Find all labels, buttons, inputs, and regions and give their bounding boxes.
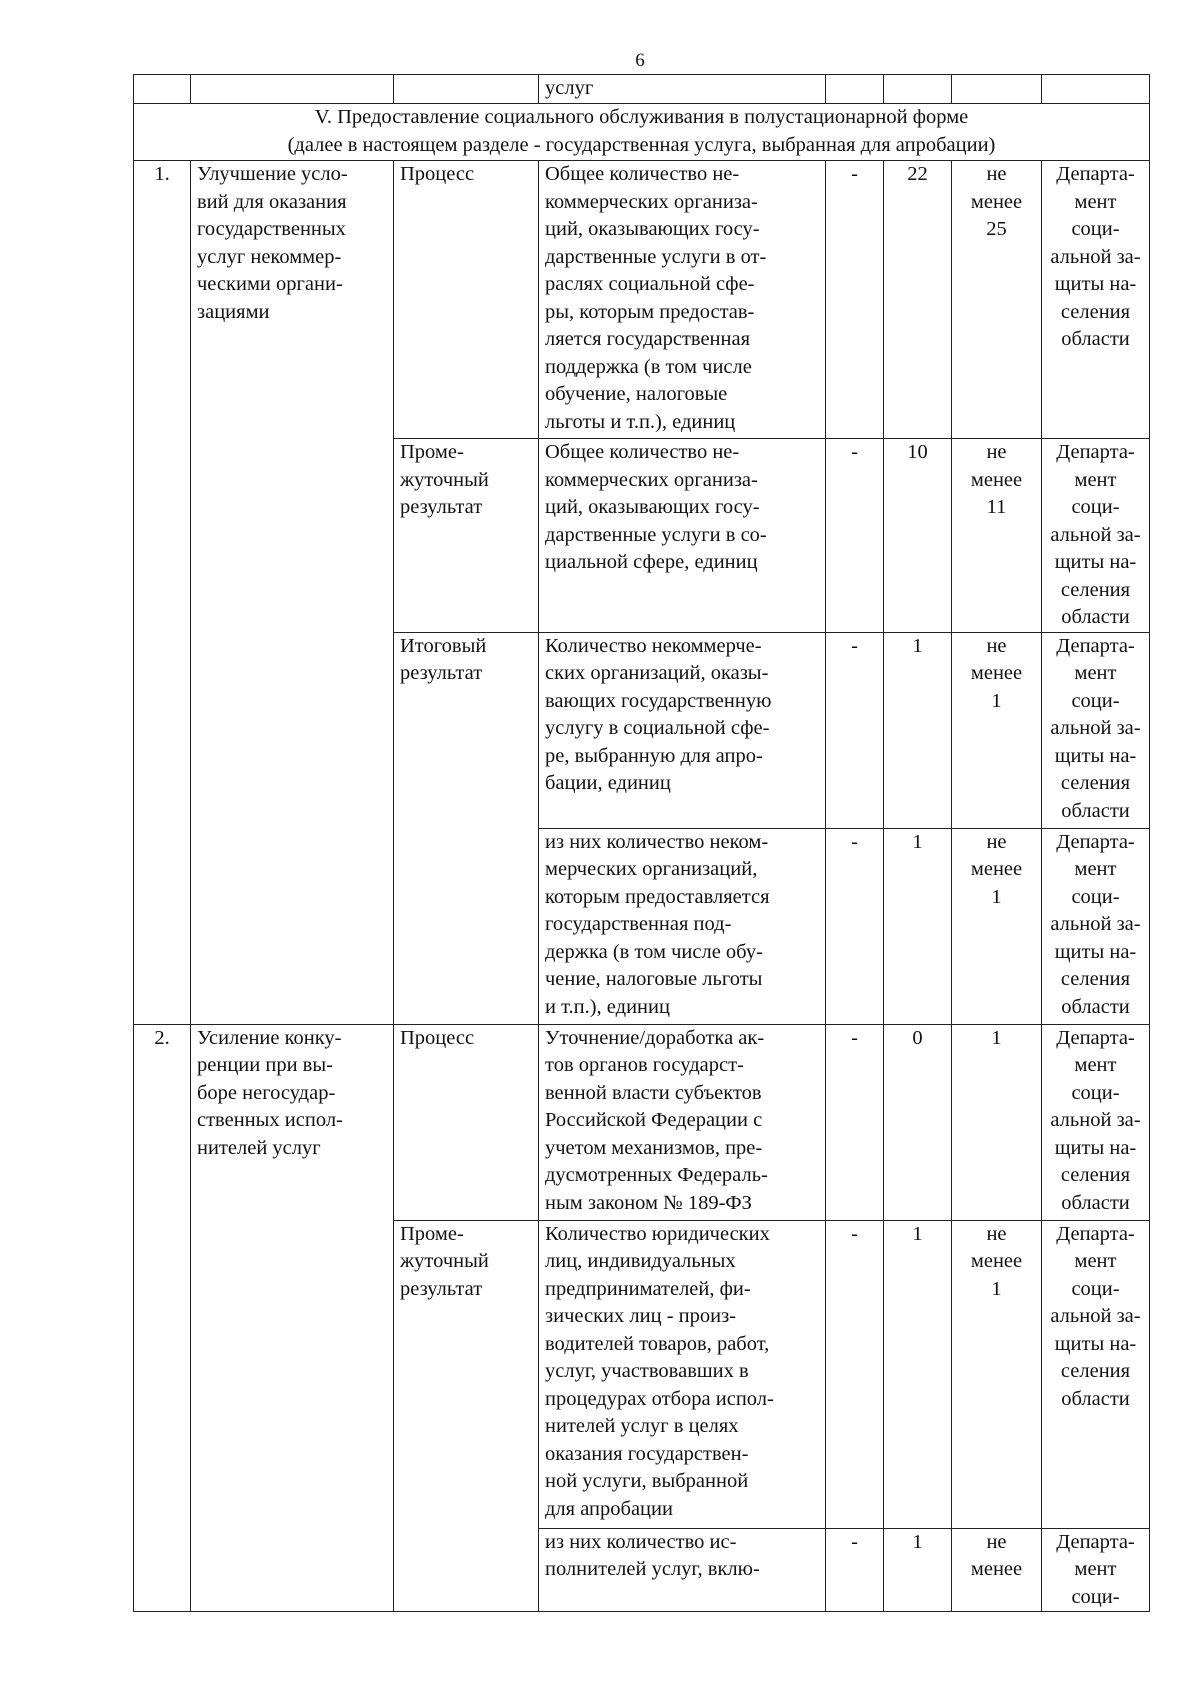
indicator-cell: из них количество ис- полнителей услуг, вклю- [539,1528,826,1612]
base-value-cell: - [826,161,884,439]
current-value-cell: 1 [884,632,952,828]
type-cell: Процесс [394,1024,539,1220]
measure-cell: Улучшение усло- вий для оказания государственных услуг некоммер- ческими органи- зациями [191,161,394,1025]
cell-empty [394,75,539,104]
indicator-cell: Общее количество не- коммерческих организа- ций, оказывающих госу- дарственные услуги в от- раслях социальной сфе- ры, которым предостав- ляется государственная поддержка (в том числе обучение, налоговые льготы и т.п.), единиц [539,161,826,439]
indicator-cell: Общее количество не- коммерческих организа- ций, оказывающих госу- дарственные услуги в со- циальной сфере, единиц [539,439,826,633]
indicator-cell: Количество некоммерче- ских организаций, оказы- вающих государственную услугу в социальной сфе- ре, выбранную для апро- бации, единиц [539,632,826,828]
type-cell: Итоговый результат [394,632,539,1024]
table-row-continuation [134,75,1150,104]
base-value-cell: - [826,1024,884,1220]
row-number: 1. [134,161,191,1025]
target-value-cell: не менее 11 [952,439,1042,633]
target-value-cell: не менее 25 [952,161,1042,439]
target-value-cell: не менее 1 [952,1220,1042,1528]
target-value-cell: 1 [952,1024,1042,1220]
base-value-cell: - [826,632,884,828]
target-value-cell: не менее 1 [952,632,1042,828]
type-cell: Проме- жуточный результат [394,1220,539,1612]
responsible-cell: Департа- мент соци- [1042,1528,1150,1612]
type-cell: Процесс [394,161,539,439]
current-value-cell: 22 [884,161,952,439]
current-value-cell: 10 [884,439,952,633]
base-value-cell: - [826,1220,884,1528]
row-number: 2. [134,1024,191,1612]
section-title-line2: (далее в настоящем разделе - государственная услуга, выбранная для апробации) [287,133,996,156]
measures-table [133,74,1150,1612]
cell-empty [134,75,191,104]
cell-empty [1042,75,1150,104]
current-value-cell: 1 [884,828,952,1024]
base-value-cell: - [826,1528,884,1612]
responsible-cell: Департа- мент соци- альной за- щиты на- селения области [1042,828,1150,1024]
type-cell: Проме- жуточный результат [394,439,539,633]
current-value-cell: 0 [884,1024,952,1220]
page-number: 6 [635,50,645,71]
indicator-cell: Количество юридических лиц, индивидуальных предпринимателей, фи- зических лиц - произ- водителей товаров, работ, услуг, участвовавших в процедурах отбора испол- нителей услуг в целях оказания государствен- ной услуги, выбранной для апробации [539,1220,826,1528]
responsible-cell: Департа- мент соци- альной за- щиты на- селения области [1042,161,1150,439]
section-title-line1: V. Предоставление социального обслуживания в полустационарной форме [314,106,969,128]
cell-empty [191,75,394,104]
cell-empty [952,75,1042,104]
current-value-cell: 1 [884,1528,952,1612]
cell-empty [826,75,884,104]
section-heading-row [134,104,1150,161]
base-value-cell: - [826,439,884,633]
table-row [134,1024,1150,1220]
measure-cell: Усиление конку- ренции при вы- боре негосудар- ственных испол- нителей услуг [191,1024,394,1612]
responsible-cell: Департа- мент соци- альной за- щиты на- селения области [1042,632,1150,828]
target-value-cell: не менее 1 [952,828,1042,1024]
section-heading [134,104,1150,161]
table-row [134,161,1150,439]
cell-empty [884,75,952,104]
responsible-cell: Департа- мент соци- альной за- щиты на- селения области [1042,1024,1150,1220]
responsible-cell: Департа- мент соци- альной за- щиты на- селения области [1042,1220,1150,1528]
base-value-cell: - [826,828,884,1024]
indicator-cell: услуг [539,75,826,104]
indicator-cell: Уточнение/доработка ак- тов органов государст- венной власти субъектов Российской Федерации с учетом механизмов, пре- дусмотренных Федераль- ным законом № 189-ФЗ [539,1024,826,1220]
indicator-cell: из них количество неком- мерческих организаций, которым предоставляется государственная под- держка (в том числе обу- чение, налоговые льготы и т.п.), единиц [539,828,826,1024]
current-value-cell: 1 [884,1220,952,1528]
target-value-cell: не менее [952,1528,1042,1612]
responsible-cell: Департа- мент соци- альной за- щиты на- селения области [1042,439,1150,633]
